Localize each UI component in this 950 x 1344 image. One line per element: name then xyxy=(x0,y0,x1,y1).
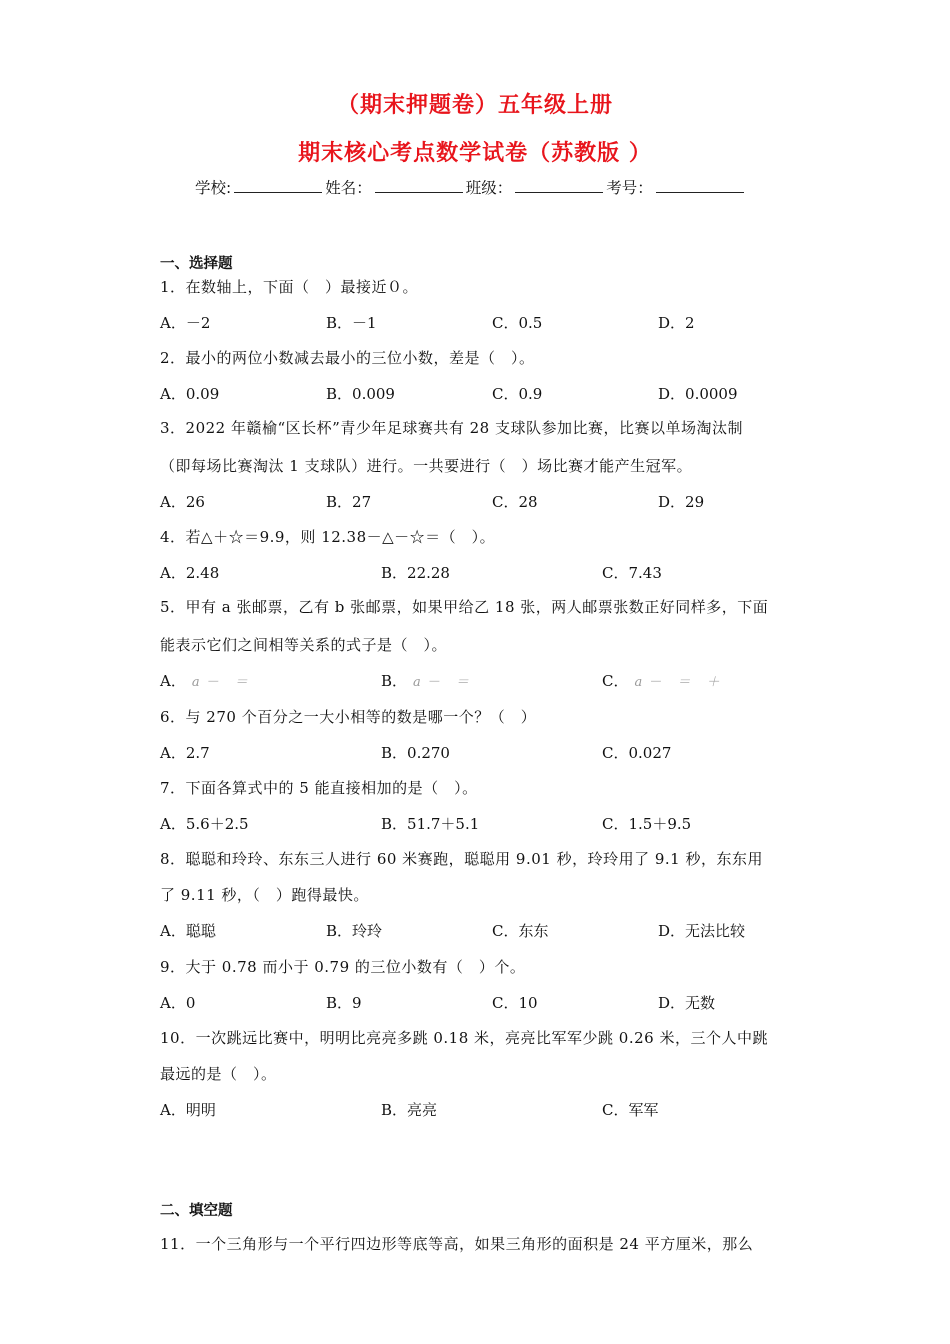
class-label: 班级： xyxy=(465,179,513,197)
q4-option-c[interactable]: C．7.43 xyxy=(602,564,662,582)
q3-option-c[interactable]: C．28 xyxy=(492,493,538,511)
q5-option-b[interactable] xyxy=(381,670,475,691)
school-blank[interactable] xyxy=(234,178,322,193)
q6-option-b[interactable]: B．0.270 xyxy=(381,744,450,762)
q5-option-a-label: A． xyxy=(160,672,186,690)
q1-option-a[interactable]: A．－2 xyxy=(160,314,211,332)
title-line1: （期末押题卷）五年级上册 xyxy=(336,93,613,118)
question-4: 4．若△＋☆＝9.9，则 12.38－△－☆＝（ ）。 xyxy=(160,528,496,546)
question-2: 2．最小的两位小数减去最小的三位小数，差是（ ）。 xyxy=(160,349,535,367)
name-label: 姓名： xyxy=(325,179,372,197)
question-1: 1．在数轴上，下面（ ）最接近０。 xyxy=(160,278,419,296)
q7-option-c[interactable]: C．1.5＋9.5 xyxy=(602,815,692,833)
q10-option-c[interactable]: C．军军 xyxy=(602,1101,659,1119)
q5-option-a[interactable] xyxy=(160,670,254,691)
q7-option-a[interactable]: A．5.6＋2.5 xyxy=(160,815,249,833)
question-8-line2: 了 9.11 秒，（ ）跑得最快。 xyxy=(160,886,369,904)
q8-option-a[interactable]: A．聪聪 xyxy=(160,922,216,940)
q4-option-b[interactable]: B．22.28 xyxy=(381,564,450,582)
q4-option-a[interactable]: A．2.48 xyxy=(160,564,220,582)
q2-option-d[interactable]: D．0.0009 xyxy=(658,385,738,403)
q9-option-c[interactable]: C．10 xyxy=(492,994,538,1012)
q8-option-c[interactable]: C．东东 xyxy=(492,922,549,940)
question-9: 9．大于 0.78 而小于 0.79 的三位小数有（ ）个。 xyxy=(160,958,526,976)
question-5-line1: 5．甲有 a 张邮票，乙有 b 张邮票，如果甲给乙 18 张，两人邮票张数正好同样多，下面 xyxy=(160,598,769,616)
q5-option-b-label: B． xyxy=(381,672,408,690)
q1-option-b[interactable]: B．－1 xyxy=(326,314,377,332)
name-blank[interactable] xyxy=(375,178,463,193)
q10-option-b[interactable]: B．亮亮 xyxy=(381,1101,438,1119)
class-blank[interactable] xyxy=(515,178,603,193)
q2-option-a[interactable]: A．0.09 xyxy=(160,385,220,403)
q6-option-c[interactable]: C．0.027 xyxy=(602,744,672,762)
number-blank[interactable] xyxy=(656,178,744,193)
school-label: 学校: xyxy=(195,179,232,197)
question-7: 7．下面各算式中的 5 能直接相加的是（ ）。 xyxy=(160,779,478,797)
q10-option-a[interactable]: A．明明 xyxy=(160,1101,216,1119)
q5-option-a-equation: a－ ＝ xyxy=(191,675,254,690)
question-3-line1: 3．2022 年赣榆“区长杯”青少年足球赛共有 28 支球队参加比赛，比赛以单场淘汰制 xyxy=(160,419,743,437)
q2-option-b[interactable]: B．0.009 xyxy=(326,385,395,403)
question-10-line2: 最远的是（ ）。 xyxy=(160,1065,277,1083)
q5-option-c-equation: a－ ＝ ＋ xyxy=(634,675,726,690)
q8-option-d[interactable]: D．无法比较 xyxy=(658,922,746,940)
q6-option-a[interactable]: A．2.7 xyxy=(160,744,210,762)
q9-option-a[interactable]: A．0 xyxy=(160,994,196,1012)
question-3-line2: （即每场比赛淘汰 1 支球队）进行。一共要进行（ ）场比赛才能产生冠军。 xyxy=(160,457,693,475)
question-8-line1: 8．聪聪和玲玲、东东三人进行 60 米赛跑，聪聪用 9.01 秒，玲玲用了 9.1 秒，东东用 xyxy=(160,850,763,868)
title-line2: 期末核心考点数学试卷（苏教版 ） xyxy=(298,141,652,166)
student-info-row xyxy=(195,176,747,198)
question-6: 6．与 270 个百分之一大小相等的数是哪一个？（ ） xyxy=(160,708,537,726)
question-10-line1: 10．一次跳远比赛中，明明比亮亮多跳 0.18 米，亮亮比军军少跳 0.26 米，三个人中跳 xyxy=(160,1029,768,1047)
q2-option-c[interactable]: C．0.9 xyxy=(492,385,543,403)
q8-option-b[interactable]: B．玲玲 xyxy=(326,922,383,940)
q7-option-b[interactable]: B．51.7＋5.1 xyxy=(381,815,480,833)
number-label: 考号： xyxy=(606,179,653,197)
q5-option-c[interactable] xyxy=(602,670,726,691)
q9-option-b[interactable]: B．9 xyxy=(326,994,362,1012)
section-heading-choice: 一、选择题 xyxy=(160,256,233,272)
question-11: 11．一个三角形与一个平行四边形等底等高，如果三角形的面积是 24 平方厘米，那么 xyxy=(160,1235,754,1253)
q5-option-c-label: C． xyxy=(602,672,629,690)
q3-option-d[interactable]: D．29 xyxy=(658,493,705,511)
q3-option-b[interactable]: B．27 xyxy=(326,493,372,511)
q9-option-d[interactable]: D．无数 xyxy=(658,994,716,1012)
question-5-line2: 能表示它们之间相等关系的式子是（ ）。 xyxy=(160,636,448,654)
q1-option-d[interactable]: D．2 xyxy=(658,314,695,332)
section-heading-fill: 二、填空题 xyxy=(160,1203,233,1219)
q1-option-c[interactable]: C．0.5 xyxy=(492,314,543,332)
q3-option-a[interactable]: A．26 xyxy=(160,493,205,511)
q5-option-b-equation: a－ ＝ xyxy=(413,675,475,690)
